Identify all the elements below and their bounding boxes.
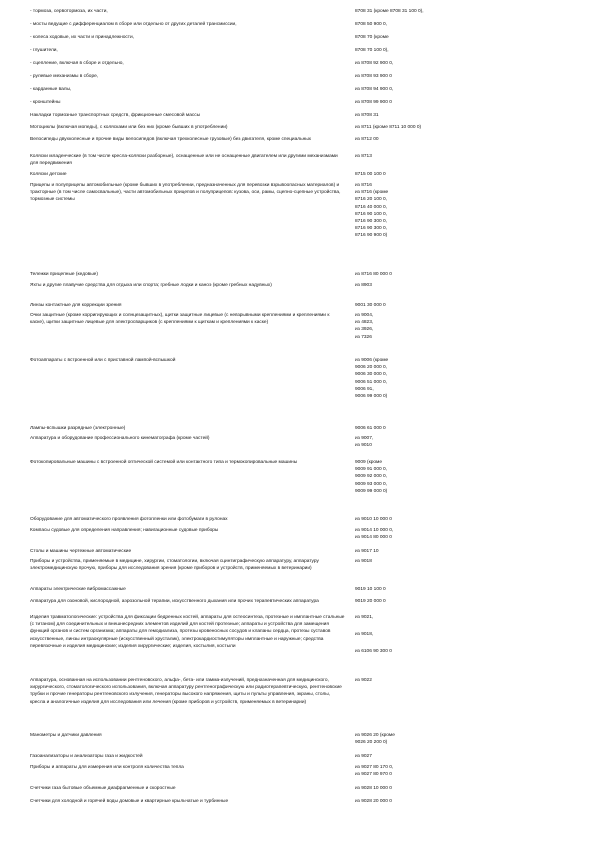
row-description: - сцепление, включая в сборе и отдельно, xyxy=(30,61,124,66)
row-description: Коляски детские xyxy=(30,172,67,177)
row-description: Коляски младенческие (в том числе кресла-коляски разборные), оснащенные или не оснащенные двигателем или другими механизмами для передвижения xyxy=(30,154,338,167)
row-code: 8716 90 900 0) xyxy=(355,233,388,239)
row-code: из 8716 xyxy=(355,183,372,188)
row-code: из 9022 xyxy=(355,678,372,683)
row-code: 9006 20 000 0, xyxy=(355,365,388,371)
row-codes xyxy=(355,312,467,341)
row-code: из 9018 xyxy=(355,559,372,564)
row-code: из 9004, xyxy=(355,313,374,318)
row-code: из 9027 80 170 0, xyxy=(355,765,394,770)
row-codes xyxy=(355,271,467,278)
row-codes xyxy=(355,614,467,656)
row-code: 9006 61 000 0 xyxy=(355,426,386,431)
row-description: - тормоза, сервотормоза, их части, xyxy=(30,9,108,14)
row-description: Аппаратура и оборудование профессионального кинематографа (кроме частей) xyxy=(30,436,210,441)
row-description: Прицепы и полуприцепы автомобильные (кроме бывших в употреблении, предназначенных для перевозки взрывоопасных материалов) и тракторные (в том числе самосвальные), части автомобильных прицепов и полуприцепов: кузова, оси, рамы, сцепно-сцепные устройства, тормозные системы xyxy=(30,183,341,203)
row-code: из 8708 99 900 0 xyxy=(355,100,392,105)
row-description: Велосипеды двухколесные и прочие виды велосипедов (включая трехколесные грузовые) без двигателя, кроме специальных xyxy=(30,137,312,142)
row-code: из 9006 (кроме xyxy=(355,358,389,363)
row-codes xyxy=(355,99,467,106)
row-description: Компасы судовые для определения направления; навигационные судовые приборы xyxy=(30,528,219,533)
row-code: из 9027 80 970 0 xyxy=(355,772,392,778)
row-code: 9006 51 000 0, xyxy=(355,379,388,385)
row-description: - глушители, xyxy=(30,48,58,53)
row-description: Столы и машины чертежные автоматические xyxy=(30,549,132,554)
row-code: 9019 10 100 0 xyxy=(355,587,386,592)
row-codes xyxy=(355,459,467,495)
row-codes xyxy=(355,598,467,605)
row-description: Манометры и датчики давления xyxy=(30,733,102,738)
row-codes xyxy=(355,548,467,555)
row-codes xyxy=(355,182,467,240)
row-codes xyxy=(355,171,467,178)
row-code: из 9027 xyxy=(355,754,372,759)
row-code: из 6106 90 300 0 xyxy=(355,649,392,655)
row-code: 8716 40 000 0, xyxy=(355,204,388,210)
row-code: 9006 99 000 0) xyxy=(355,394,388,400)
row-code: из 8708 31 xyxy=(355,113,379,118)
row-code: из 8713 xyxy=(355,154,372,159)
row-code: 9001 30 000 0 xyxy=(355,303,386,308)
row-codes xyxy=(355,124,467,131)
row-codes xyxy=(355,60,467,67)
row-codes xyxy=(355,753,467,760)
row-description: Фотоаппараты с встроенной или с приставной лампой-вспышкой xyxy=(30,358,176,363)
row-codes xyxy=(355,86,467,93)
row-codes xyxy=(355,785,467,792)
row-codes xyxy=(355,435,467,449)
row-code: 9006 91, xyxy=(355,386,374,392)
row-description: Лампы-вспышки разрядные (электронные) xyxy=(30,426,126,431)
row-code: из 9021, xyxy=(355,615,374,620)
row-description: Газоанализаторы и анализаторы газа и жидкостей xyxy=(30,754,143,759)
row-codes xyxy=(355,558,467,565)
row-code: 9009 91 000 0, xyxy=(355,467,388,473)
row-code: 8716 90 300 0, xyxy=(355,226,388,232)
row-code: из 9010 10 000 0 xyxy=(355,517,392,522)
row-code: из 9007, xyxy=(355,436,374,441)
row-code: 8716 90 300 0, xyxy=(355,219,388,225)
row-description: Линзы контактные для коррекции зрения xyxy=(30,303,122,308)
row-codes xyxy=(355,34,467,41)
row-code: из 3926, xyxy=(355,327,374,333)
row-code: из 9014 80 000 0 xyxy=(355,535,392,541)
row-code: 8716 20 100 0, xyxy=(355,197,388,203)
row-description: - кронштейны xyxy=(30,100,61,105)
row-codes xyxy=(355,282,467,289)
row-code: из 9026 20 (кроме xyxy=(355,733,395,738)
row-codes xyxy=(355,73,467,80)
row-description: Аппаратура, основанная на использовании рентгеновского, альфа-, бета- или гамма-излучений, предназначенная для медицинского, хирургического, стоматологического использования, включая аппаратуру рентгенографическую или радиотерапевтическую, рентгеновские трубки и прочие генераторы рентгеновского излучения, генераторы высокого напряжения, щиты и пульты управления, экраны, столы, кресла и аналогичные изделия для исследования или лечения (кроме приборов и устройств, применяемых в ветеринарии) xyxy=(30,678,342,705)
row-description: - колеса ходовые, их части и принадлежности, xyxy=(30,35,135,40)
row-description: Счетчики газа бытовые объемные диафрагменные и скоростные xyxy=(30,786,176,791)
row-description: Приборы и аппараты для измерения или контроля количества тепла xyxy=(30,765,184,770)
row-code: 8708 70 (кроме xyxy=(355,35,389,40)
row-codes xyxy=(355,516,467,523)
row-code: 9006 30 000 0, xyxy=(355,372,388,378)
row-code: 9009 92 000 0, xyxy=(355,474,388,480)
row-codes xyxy=(355,302,467,309)
row-codes xyxy=(355,586,467,593)
row-description: Мотоциклы (включая мопеды), с колясками или без них (кроме бывших в употреблении) xyxy=(30,125,228,130)
row-description: Фотокопировальные машины с встроенной оптической системой или контактного типа и термокопировальные машины xyxy=(30,460,298,465)
row-description: Накладки тормозные транспортных средств, фрикционные смесовой массы xyxy=(30,113,201,118)
row-code: из 8708 92 900 0, xyxy=(355,61,394,66)
row-codes xyxy=(355,357,467,400)
row-description: - рулевые механизмы в сборе, xyxy=(30,74,99,79)
row-description: Оборудование для автоматического проявления фотопленки или фотобумаги в рулонах xyxy=(30,517,228,522)
row-codes xyxy=(355,798,467,805)
row-code: 9009 93 000 0, xyxy=(355,481,388,487)
row-code: 9026 20 200 0) xyxy=(355,740,388,746)
row-description: Изделия травматологические: устройства для фиксации бедренных костей, аппараты для остеосинтеза, протезные и имплантные стальные (с титаном) для соединительных и внешнесредних элементов изделий для костей протезные; аппараты и устройства для замещения функций органов и систем организма; аппараты для гемодиализа, протезы кровеносных сосудов и клапаны сердца, протезы суставов искусственные, линзы интраокулярные (искусственный хрусталик), электрокардиостимуляторы имплантные и наружные; средства перевязочные и изделия медицинские; изделия хирургические; изделия, костылия, костыли xyxy=(30,615,345,649)
row-code: из 9014 10 000 0, xyxy=(355,528,394,533)
row-description: Приборы и устройства, применяемые в медицине, хирургии, стоматологии, включая сцинтиграфическую аппаратуру, аппаратуру электромедицинскую прочую, приборы для исследования зрения (кроме приборов и устройств, применяемых в ветеринарии) xyxy=(30,559,319,572)
row-codes xyxy=(355,527,467,541)
row-codes xyxy=(355,8,467,15)
row-codes xyxy=(355,153,467,160)
row-code: из 8903 xyxy=(355,283,372,288)
row-code: 9009 (кроме xyxy=(355,460,383,465)
row-code: из 9028 20 000 0 xyxy=(355,799,392,804)
row-codes xyxy=(355,21,467,28)
row-code: 9009 99 000 0) xyxy=(355,488,388,494)
row-codes xyxy=(355,732,467,746)
row-code: из 8711 (кроме 8711 10 000 0) xyxy=(355,125,422,130)
row-code: 8708 50 900 0, xyxy=(355,22,388,27)
row-description: Аппаратура для озоновой, кислородной, аэрозольной терапии, искусственного дыхания или прочих терапевтических аппаратура xyxy=(30,599,319,604)
row-code: из 7326 xyxy=(355,334,372,340)
row-codes xyxy=(355,47,467,54)
row-description: Счетчики для холодной и горячей воды домовые и квартирные крыльчатые и турбинные xyxy=(30,799,229,804)
row-code: из 8716 80 000 0 xyxy=(355,272,392,277)
row-codes xyxy=(355,677,467,684)
row-description: Аппараты электрические вибромассажные xyxy=(30,587,126,592)
row-code: из 4823, xyxy=(355,320,374,326)
row-codes xyxy=(355,136,467,143)
row-description: Очки защитные (кроме корригирующих и солнцезащитных), щитки защитные лицевые (с невзрывными креплениями и креплениями к каске), щитки защитные лицевые для электросварщиков (с креплениями к щиткам и креплениями к каске) xyxy=(30,313,330,326)
row-code: из 9018, xyxy=(355,632,374,638)
row-code: из 9017 10 xyxy=(355,549,379,554)
row-code: 8715 00 100 0 xyxy=(355,172,386,177)
row-code: из 8712 00 xyxy=(355,137,379,142)
row-description: - карданные валы, xyxy=(30,87,72,92)
row-code: 8716 90 100 0, xyxy=(355,211,388,217)
row-code: из 8708 93 900 0 xyxy=(355,74,392,79)
row-code: 8708 70 100 0), xyxy=(355,48,389,53)
row-code: из 8716 (кроме xyxy=(355,190,389,196)
row-description: - мосты ведущие с дифференциалом в сборе или отдельно от других деталей трансмиссии, xyxy=(30,22,237,27)
row-description: Тележки прицепные (кедовые) xyxy=(30,272,98,277)
row-description: Яхты и другие плавучие средства для отдыха или спорта; гребные лодки и каноэ (кроме гребных надувных) xyxy=(30,283,272,288)
row-codes xyxy=(355,764,467,778)
row-code: из 8708 94 900 0, xyxy=(355,87,394,92)
row-codes xyxy=(355,425,467,432)
row-codes xyxy=(355,112,467,119)
row-code: 9019 20 000 0 xyxy=(355,599,386,604)
row-code: 8708 31 (кроме 8708 31 100 0), xyxy=(355,9,424,14)
row-code: из 9010 xyxy=(355,443,372,449)
row-code: из 9028 10 000 0 xyxy=(355,786,392,791)
